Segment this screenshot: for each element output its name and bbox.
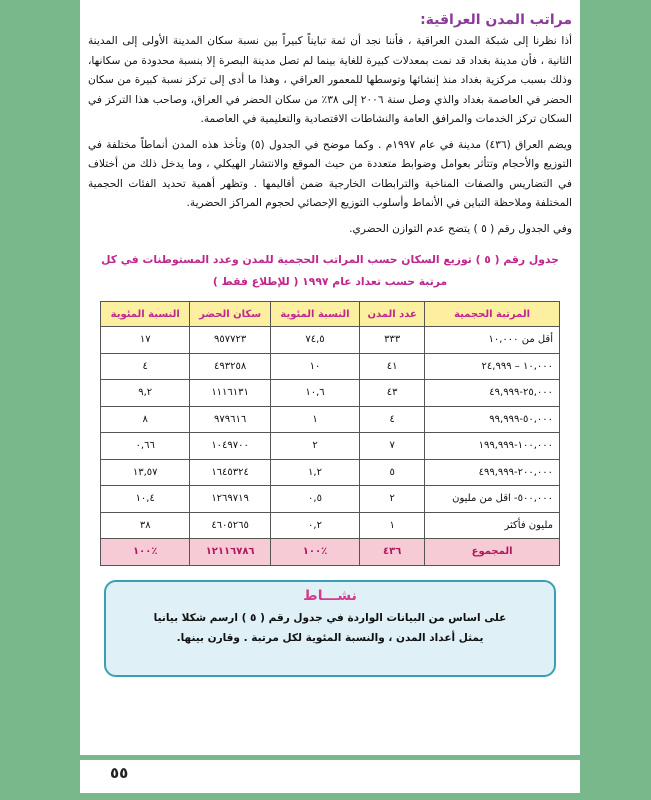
cell-city-count: ٥ <box>360 459 425 486</box>
paragraph-1: أذا نظرنا إلى شبكة المدن العراقية ، فأننا نجد أن ثمة تبايناً كبيراً بين نسبة سكان المدينة الأولى إلى المدينة الثانية ، فأن مدينة بغداد قد نمت بمعدلات كبيرة للغاية بينما لم تصل مدينة البصرة إلا بنسبة محدودة من سكانها، وذلك بسبب مركزية بغداد منذ إنشائها وتوسطها للمعمور العراقي ، وهذا ما أدى إلى تركز نسبة كبيرة من سكان الحضر في العاصمة بغداد والذي وصل سنة ٢٠٠٦ إلى ٣٨٪ من سكان الحضر في العراق، وصاحب هذا التركز في السكان تركز الخدمات والمرافق العامة والنشاطات الاقتصادية والتعليمية في العاصمة. <box>88 35 572 125</box>
paragraph-2: ويضم العراق (٤٣٦) مدينة في عام ١٩٩٧م . وكما موضح في الجدول (٥) وتأخذ هذه المدن أنماطاً مختلفة في التوزيع والأحجام وتتأثر بعوامل وضوابط متعددة من حيث الموقع والانتشار الهيكلي ، وما يدخل ذلك من أختلاف في التضاريس والصفات المناخية والترابطات الخارجية ضمن أقاليمها . وتظهر أهمية تحديد الفئات الحجمية المختلفة وملاحظة التباين في الأنماط وأسلوب التوزيع الإحصائي لحجوم المراكز الحضرية. <box>88 138 572 209</box>
table-subtitle <box>88 271 572 293</box>
cell-urban-population: ٩٥٧٧٢٣ <box>190 327 270 354</box>
cell-rank: ١٠٠,٠٠٠-١٩٩,٩٩٩ <box>425 433 560 460</box>
activity-line-2: يمثل أعداد المدن ، والنسبة المئوية لكل مرتبة . وقارن بينها. <box>176 631 484 644</box>
cell-population-percent: ٣٨ <box>101 512 190 539</box>
paragraph-3: وفي الجدول رقم ( ٥ ) يتضح عدم التوازن الحضري. <box>349 222 572 235</box>
cell-total-city-percent: ٪١٠٠ <box>270 539 359 566</box>
cell-total-urban-population: ١٢١١٦٧٨٦ <box>190 539 270 566</box>
cell-rank: مليون فأكثر <box>425 512 560 539</box>
cell-city-percent: ٠,٢ <box>270 512 359 539</box>
table-header-row <box>101 302 560 327</box>
activity-box <box>104 580 556 677</box>
page <box>80 0 580 755</box>
cell-population-percent: ٩,٢ <box>101 380 190 407</box>
cell-city-count: ٧ <box>360 433 425 460</box>
cell-rank: أقل من ١٠,٠٠٠ <box>425 327 560 354</box>
header-urban-population: سكان الحضر <box>190 302 270 327</box>
section-heading: مراتب المدن العراقية: <box>420 12 572 28</box>
cell-city-count: ٤١ <box>360 353 425 380</box>
cell-urban-population: ١٠٤٩٧٠٠ <box>190 433 270 460</box>
cell-city-percent: ٧٤,٥ <box>270 327 359 354</box>
cell-urban-population: ١١١٦١٣١ <box>190 380 270 407</box>
cell-city-percent: ١٠,٦ <box>270 380 359 407</box>
cell-city-count: ١ <box>360 512 425 539</box>
header-population-percent: النسبة المئوية <box>101 302 190 327</box>
cell-total-city-count: ٤٣٦ <box>360 539 425 566</box>
header-city-percent: النسبة المئوية <box>270 302 359 327</box>
table-row <box>101 433 560 460</box>
cell-rank: ٥٠٠,٠٠٠- اقل من مليون <box>425 486 560 513</box>
table-row <box>101 512 560 539</box>
cell-rank: ٢٠٠,٠٠٠-٤٩٩,٩٩٩ <box>425 459 560 486</box>
table-row <box>101 406 560 433</box>
cell-rank: ١٠,٠٠٠ – ٢٤,٩٩٩ <box>425 353 560 380</box>
cell-urban-population: ٩٧٩٦١٦ <box>190 406 270 433</box>
cell-urban-population: ١٢٦٩٧١٩ <box>190 486 270 513</box>
table-total-row <box>101 539 560 566</box>
cell-city-percent: ٠,٥ <box>270 486 359 513</box>
cell-rank: ٥٠,٠٠٠-٩٩,٩٩٩ <box>425 406 560 433</box>
cell-city-percent: ١٠ <box>270 353 359 380</box>
table-subtitle-note: ( للإطلاع فقط ) <box>212 275 299 288</box>
cell-urban-population: ١٦٤٥٣٢٤ <box>190 459 270 486</box>
cell-city-percent: ١,٢ <box>270 459 359 486</box>
table-row <box>101 327 560 354</box>
cell-total-label: المجموع <box>425 539 560 566</box>
activity-line-1: على اساس من البيانات الواردة في جدول رقم ( ٥ ) ارسم شكلا بيانيا <box>153 611 507 624</box>
cell-city-count: ٢ <box>360 486 425 513</box>
header-city-count: عدد المدن <box>360 302 425 327</box>
cell-city-count: ٤ <box>360 406 425 433</box>
cell-city-count: ٣٣٣ <box>360 327 425 354</box>
cell-population-percent: ٨ <box>101 406 190 433</box>
cell-city-percent: ١ <box>270 406 359 433</box>
table-row <box>101 353 560 380</box>
cell-population-percent: ١٧ <box>101 327 190 354</box>
cell-total-population-percent: ٪١٠٠ <box>101 539 190 566</box>
table-caption <box>88 249 572 293</box>
activity-title: نشـــاط <box>303 587 357 604</box>
cell-urban-population: ٤٩٣٢٥٨ <box>190 353 270 380</box>
table-row <box>101 459 560 486</box>
header-rank: المرتبة الحجمية <box>425 302 560 327</box>
cell-city-count: ٤٣ <box>360 380 425 407</box>
population-table <box>100 301 560 566</box>
page-footer <box>80 760 580 793</box>
table-row <box>101 380 560 407</box>
cell-city-percent: ٢ <box>270 433 359 460</box>
cell-population-percent: ٤ <box>101 353 190 380</box>
cell-population-percent: ٠,٦٦ <box>101 433 190 460</box>
table-title: جدول رقم ( ٥ ) توزيع السكان حسب المراتب الحجمية للمدن وعدد المستوطنات في كل <box>101 253 559 266</box>
page-number: ٥٥ <box>110 764 129 782</box>
table-row <box>101 486 560 513</box>
cell-urban-population: ٤٦٠٥٢٦٥ <box>190 512 270 539</box>
cell-population-percent: ١٣,٥٧ <box>101 459 190 486</box>
cell-rank: ٢٥,٠٠٠-٤٩,٩٩٩ <box>425 380 560 407</box>
cell-population-percent: ١٠,٤ <box>101 486 190 513</box>
table-subtitle-main: مرتبة حسب تعداد عام ١٩٩٧ <box>302 275 448 288</box>
